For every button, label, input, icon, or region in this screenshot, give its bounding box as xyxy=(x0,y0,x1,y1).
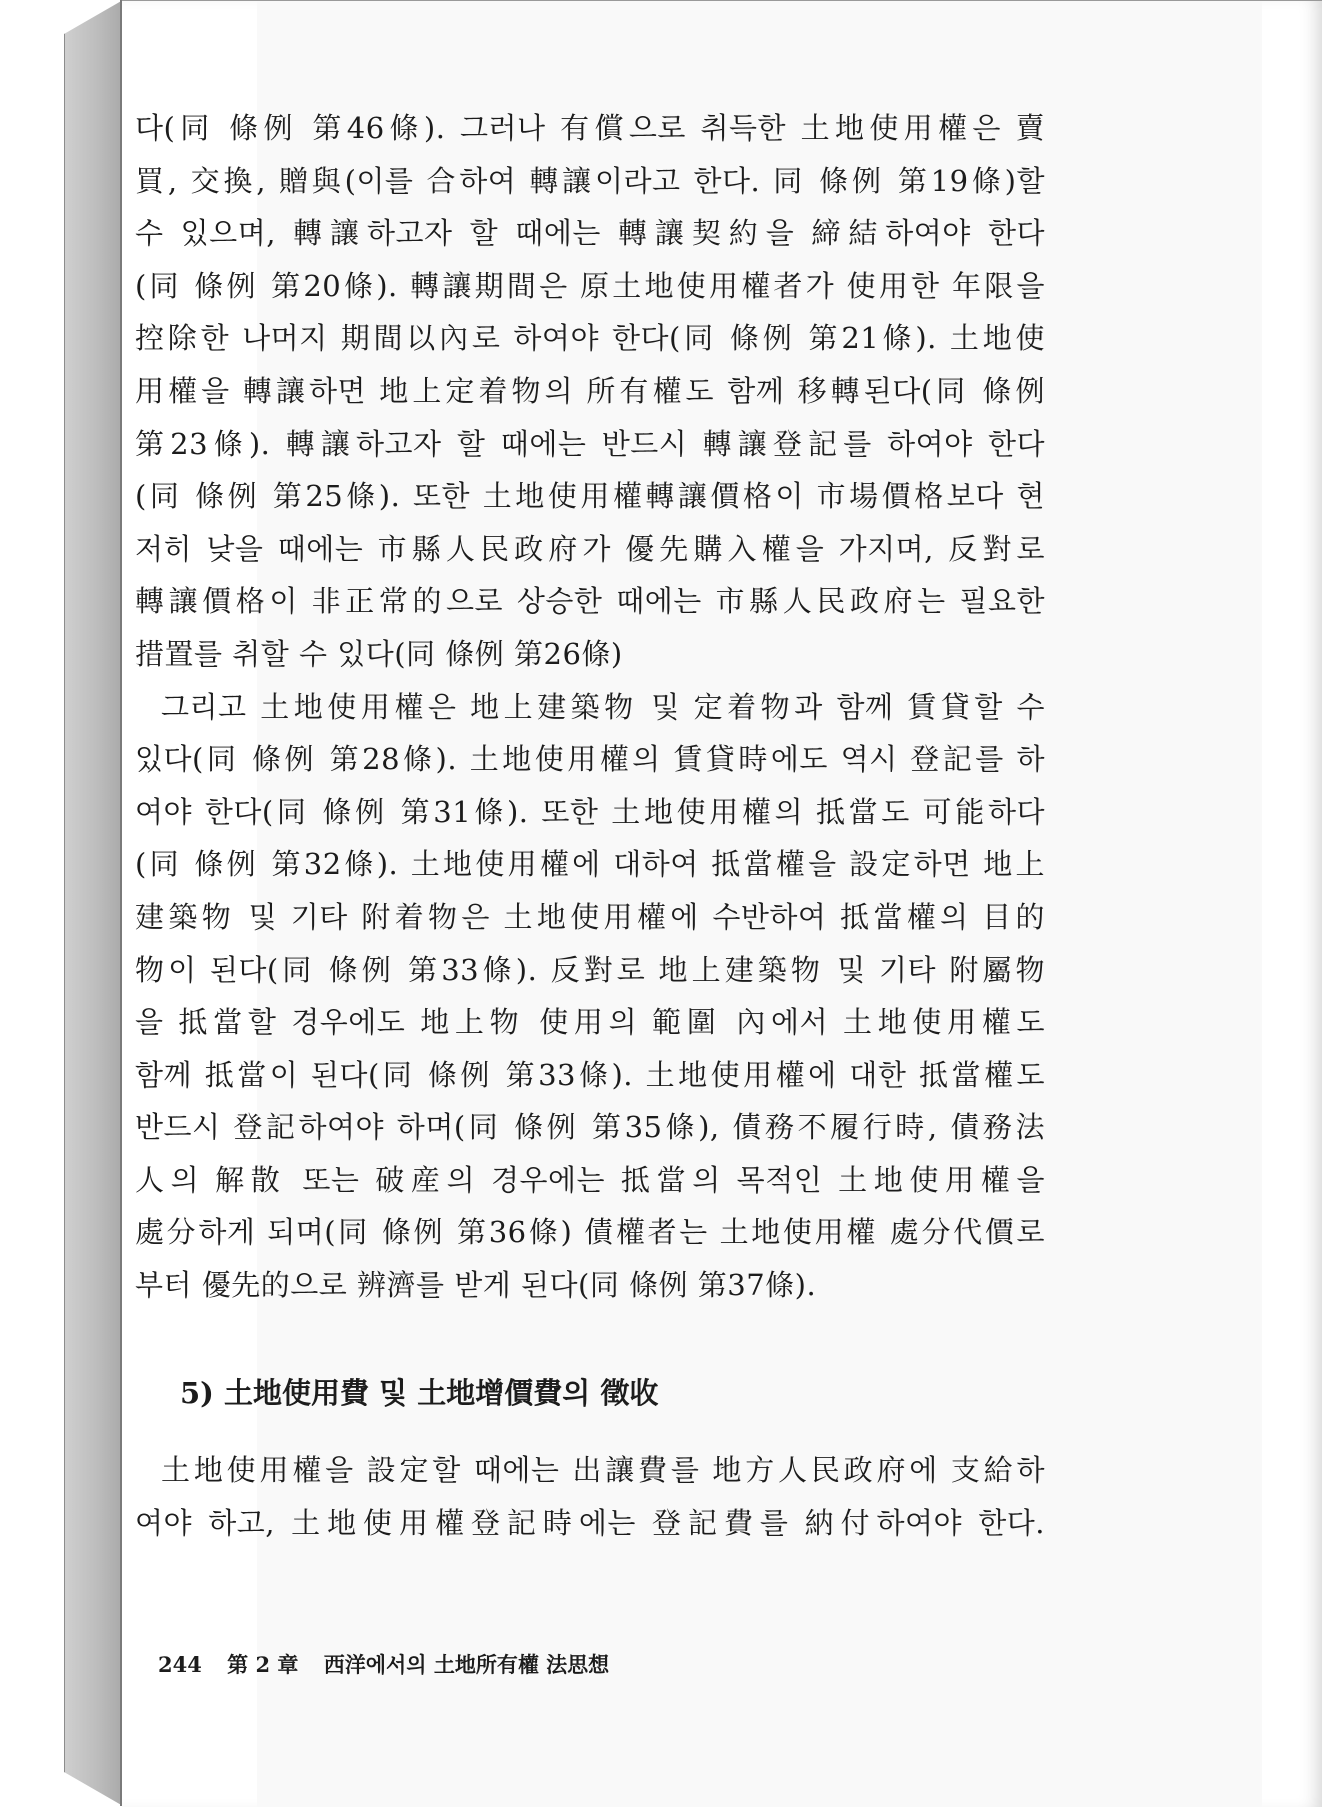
text-line: 買, 交換, 贈與(이를 合하여 轉讓이라고 한다. 同 條例 第19條)할 xyxy=(135,163,1045,198)
body-text xyxy=(135,102,1045,1312)
text-line: 반드시 登記하여야 하며(同 條例 第35條), 債務不履行時, 債務法 xyxy=(135,1110,1045,1145)
text-line: 여야 하고, 土地使用權登記時에는 登記費를 納付하여야 한다. xyxy=(135,1505,1045,1540)
chapter-title: 西洋에서의 土地所有權 法思想 xyxy=(323,1652,610,1677)
page-number: 244 xyxy=(158,1652,202,1677)
paragraph-3 xyxy=(135,1444,1045,1549)
text-line: 수 있으며, 轉讓하고자 할 때에는 轉讓契約을 締結하여야 한다 xyxy=(135,216,1045,251)
book-spine xyxy=(64,0,123,1806)
text-line: 그리고 土地使用權은 地上建築物 및 定着物과 함께 賃貸할 수 xyxy=(161,689,1045,724)
page-footer xyxy=(158,1650,627,1680)
text-line: 措置를 취할 수 있다(同 條例 第26條) xyxy=(135,636,623,671)
text-line: 建築物 및 기타 附着物은 土地使用權에 수반하여 抵當權의 目的 xyxy=(135,899,1045,934)
section-heading: 5) 土地使用費 및 土地增價費의 徵收 xyxy=(180,1376,659,1410)
paragraph-1 xyxy=(135,102,1045,681)
chapter-number: 第 2 章 xyxy=(227,1652,299,1677)
text-line: 控除한 나머지 期間以內로 하여야 한다(同 條例 第21條). 土地使 xyxy=(135,321,1045,356)
text-line: 함께 抵當이 된다(同 條例 第33條). 土地使用權에 대한 抵當權도 xyxy=(135,1057,1045,1092)
text-line: 土地使用權을 設定할 때에는 出讓費를 地方人民政府에 支給하 xyxy=(161,1453,1045,1487)
text-line: 다(同 條例 第46條). 그러나 有償으로 취득한 土地使用權은 賣 xyxy=(135,111,1045,145)
text-line: (同 條例 第32條). 土地使用權에 대하여 抵當權을 設定하면 地上 xyxy=(135,847,1045,882)
text-line: (同 條例 第20條). 轉讓期間은 原土地使用權者가 使用한 年限을 xyxy=(135,268,1045,303)
text-line: 을 抵當할 경우에도 地上物 使用의 範圍 內에서 土地使用權도 xyxy=(135,1005,1045,1040)
text-line: 處分하게 되며(同 條例 第36條) 債權者는 土地使用權 處分代價로 xyxy=(135,1215,1045,1250)
text-line: 부터 優先的으로 辨濟를 받게 된다(同 條例 第37條). xyxy=(135,1268,817,1303)
text-line: 轉讓價格이 非正常的으로 상승한 때에는 市縣人民政府는 필요한 xyxy=(135,584,1045,619)
text-line: 第23條). 轉讓하고자 할 때에는 반드시 轉讓登記를 하여야 한다 xyxy=(135,426,1045,461)
text-line: 있다(同 條例 第28條). 土地使用權의 賃貸時에도 역시 登記를 하 xyxy=(135,742,1045,777)
text-line: 物이 된다(同 條例 第33條). 反對로 地上建築物 및 기타 附屬物 xyxy=(135,952,1045,987)
text-line: 人의 解散 또는 破産의 경우에는 抵當의 목적인 土地使用權을 xyxy=(135,1162,1045,1197)
paragraph-2 xyxy=(135,681,1045,1312)
text-line: 用權을 轉讓하면 地上定着物의 所有權도 함께 移轉된다(同 條例 xyxy=(135,373,1045,408)
text-line: 여야 한다(同 條例 第31條). 또한 土地使用權의 抵當도 可能하다 xyxy=(135,794,1045,829)
text-line: (同 條例 第25條). 또한 土地使用權轉讓價格이 市場價格보다 현 xyxy=(135,479,1045,514)
text-line: 저히 낮을 때에는 市縣人民政府가 優先購入權을 가지며, 反對로 xyxy=(135,531,1045,566)
